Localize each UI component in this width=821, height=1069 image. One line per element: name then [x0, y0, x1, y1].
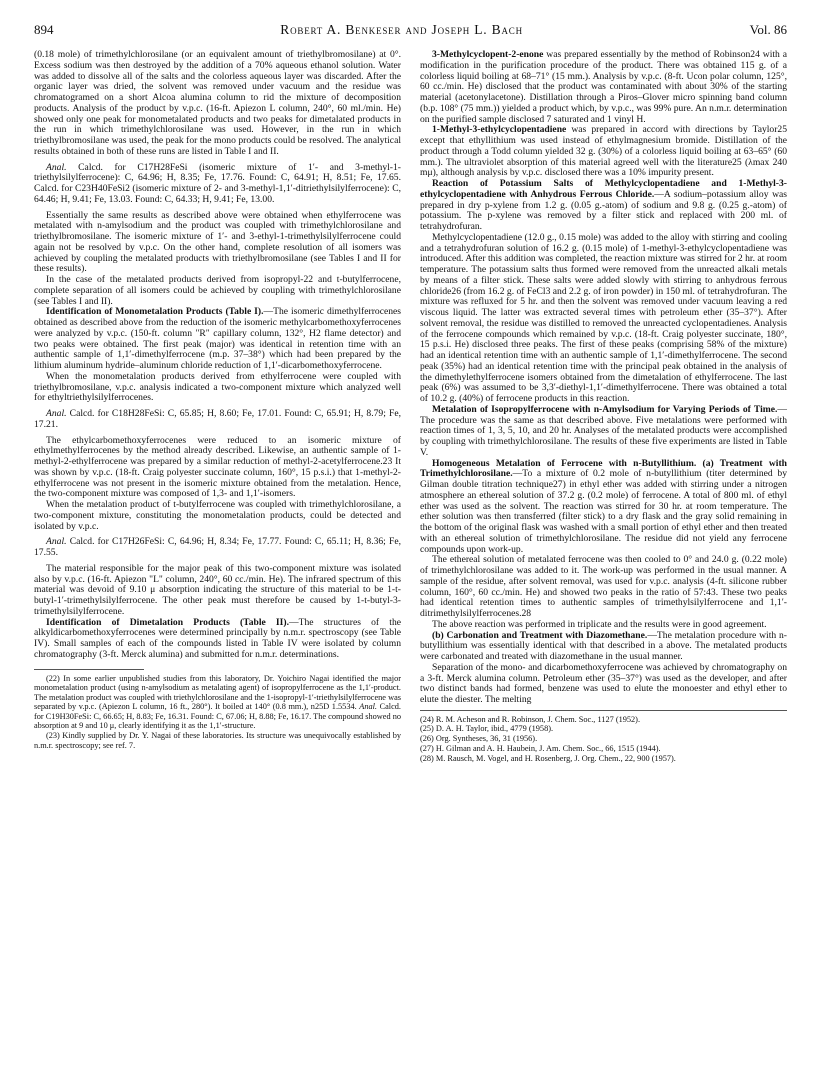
anal-label: Anal.: [46, 408, 67, 419]
section-heading: 1-Methyl-3-ethylcyclopentadiene: [432, 124, 567, 136]
paragraph: The ethereal solution of metalated ferrocene was then cooled to 0° and 24.0 g. (0.22 mole) of trimethylchlorosilane was added to it. The work-up was performed in the usual manner. A sample of the residue, after solvent removal, was used for v.p.c. analysis (4-ft. silicone rubber column, 160°, 60 cc./min. He) and showed two peaks in the ratio of 57:43. These two peaks had identical retention times to authentic samples of trimethylsilylferrocene and 1,1′-ditrimethylsilylferrocenes.28: [420, 554, 787, 619]
section-heading: Identification of Dimetalation Products (Table II).: [46, 616, 289, 628]
analysis-paragraph: [34, 409, 401, 431]
section-paragraph: [420, 405, 787, 459]
section-paragraph: [34, 618, 401, 661]
analysis-paragraph: [34, 163, 401, 206]
reference-27: (27) H. Gilman and A. H. Haubein, J. Am. Chem. Soc., 66, 1515 (1944).: [420, 743, 661, 753]
page-number: 894: [34, 22, 54, 37]
paragraph: When the monometalation products derived from ethylferrocene were coupled with triethylbromosilane, v.p.c. analysis indicated a two-component mixture which analyzed well for ethyltriethylsilylferrocenes.: [34, 370, 401, 404]
reference-24: (24) R. M. Acheson and R. Robinson, J. Chem. Soc., 1127 (1952).: [420, 714, 641, 724]
section-paragraph: [420, 459, 787, 556]
footnote-22: [34, 674, 401, 732]
right-column: [420, 50, 787, 763]
paragraph: Methylcyclopentadiene (12.0 g., 0.15 mole) was added to the alloy with stirring and cooling and a tetrahydrofuran solution of 16.2 g. (0.15 mole) of 1-methyl-3-ethylcyclopentadiene was introduced. After this addition was completed, the reaction mixture was stirred for 2 hr. at room temperature. The potassium salts thus formed were removed from the unreacted alkali metals by means of a filter stick. These salts were added slowly with stirring to anhydrous ferrous chloride26 (from 16.2 g. of FeCl3 and 2.2 g. of iron powder) in 150 ml. of tetrahydrofuran. The mixture was refluxed for 5 hr. and then the solvent was removed under vacuum leaving a red viscous liquid. The latter was extracted several times with petroleum ether (35–37°). After solvent removal, the residue was distilled to removed the unreacted cyclopentadienes. Analysis of the ferrocene compounds which remained by v.p.c. (18-ft. Craig polyester succinate, 180°, 15 p.s.i. He) disclosed three peaks. The first of these peaks (comprising 58% of the mixture) had an identical retention time with an authentic sample of 1,1′-dimethylferrocene. The second peak (35%) had an identical retention time with the principal peak obtained in the analysis of the dimethylethylferrocene isomers obtained from the dimetalation of ethylferrocene. The last peak (6%) was assumed to be 3,3′-diethyl-1,1′-dimethylferrocene. There was obtained a total of 10.2 g. (40%) of ferrocene products in this reaction.: [420, 231, 787, 404]
paragraph-text: was prepared essentially by the method of Robinson24 with a modification in the purification procedure of the product. There was obtained 115 g. of a colorless liquid boiling at 68–71° (15 mm.). Analysis by v.p.c. (8-ft. Ucon polar column, 125°, 60 cc./min. He) disclosed that the product was contaminated with about 30% of the starting material (acetonylacetone). Distillation through a Piros–Glover micro spinning band column (b.p. 108° (75 mm.)) yielded a product which, by v.p.c., was 99% pure. An n.m.r. determination on the purified sample disclosed 7 saturated and 1 vinyl H.: [420, 49, 787, 125]
section-paragraph: [34, 307, 401, 372]
running-header: [34, 22, 787, 46]
paragraph: (0.18 mole) of trimethylchlorosilane (or an equivalent amount of triethylbromosilane) at 0°. Excess sodium was then destroyed by the addition of a 70% aqueous ethanol solution. Water was added to dissolve all of the salts and the colorless aqueous layer was discarded. After the organic layer was dried, the solvent was removed under vacuum and the residue was chromatogramed on a short Alcoa alumina column to rid the mixture of decomposition products. Analysis of the product by v.p.c. (16-ft. Apiezon L column, 240°, 60 ml./min. He) showed only one peak for monometalated products and two peaks for dimetalated products in the run in which trimethylchlorosilane was used. However, in the run in which triethylbromosilane was used, the peak for the mono products could be resolved. The analytical results obtained in both of these runs are listed in Table I and II.: [34, 49, 401, 157]
analysis-text: Calcd. for C17H28FeSi (isomeric mixture of 1′- and 3-methyl-1-triethylsilylferrocene): C, 64.96; H, 8.35; Fe, 17.76. Found: C, 64.91; H, 8.51; Fe, 17.65. Calcd. for C23H40FeSi2 (isomeric mixture of 2- and 3-methyl-1,1′-ditriethylsilylferrocene): C, 64.46; H, 9.41; Fe, 13.03. Found: C, 64.33; H, 9.41; Fe, 13.00.: [34, 161, 401, 205]
footnote-23: (23) Kindly supplied by Dr. Y. Nagai of these laboratories. Its structure was unequivocally established by n.m.r. spectroscopy; see ref. 7.: [34, 731, 401, 750]
two-column-body: [34, 50, 787, 763]
section-heading: (b) Carbonation and Treatment with Diazomethane.: [432, 629, 648, 641]
section-heading: Identification of Monometalation Products (Table I).: [46, 306, 264, 318]
paragraph-text: —The structures of the alkyldicarbomethoxyferrocenes were determined principally by n.m.r. spectroscopy (see Table IV). Small samples of each of the compounds listed in Table IV were isolated by column chromatography (3-ft. Merck alumina) and submitted for n.m.r. determinations.: [34, 616, 402, 660]
section-paragraph: [420, 50, 787, 125]
paragraph: In the case of the metalated products derived from isopropyl-22 and t-butylferrocene, complete separation of all isomers could be achieved by coupling with trimethylchlorosilane (see Tables I and II).: [34, 274, 401, 307]
footnote-text: Calcd. for C19H30FeSi: C, 66.65; H, 8.83; Fe, 16.31. Found: C, 67.06; H, 8.88; Fe, 16.17. The compound showed no absorption at 9 and 10 μ, clearly identifying it as the 1,1′-structure.: [34, 702, 402, 731]
paragraph: Essentially the same results as described above were obtained when ethylferrocene was metalated with n-amylsodium and the product was coupled with trimethylchlorosilane and triethylbromosilane. The isomeric mixture of 1′- and 3-ethyl-1-trimethylsilylferrocene could again not be resolved by v.p.c. On the other hand, complete resolution of all isomers was achieved by coupling the metalated products with triethylbromosilane (see Tables I and II for these results).: [34, 209, 401, 275]
references: [420, 710, 787, 764]
paragraph: When the metalation product of t-butylferrocene was coupled with trimethylchlorosilane, a two-component mixture, constituting the monometalation products, could be detected and isolated by v.p.c.: [34, 499, 401, 532]
analysis-text: Calcd. for C17H26FeSi: C, 64.96; H, 8.34; Fe, 17.77. Found: C, 65.11; H, 8.36; Fe, 17.55.: [34, 536, 401, 558]
paragraph: The material responsible for the major peak of this two-component mixture was isolated also by v.p.c. (16-ft. Apiezon "L" column, 240°, 60 cc./min. He). The infrared spectrum of this material was devoid of 9.10 μ absorption indicating the structure of this material to be 1-t-butyl-1′-trimethylsilylferrocene. The other peak must therefore be caused by 1-t-butyl-3-trimethylsilylferrocene.: [34, 562, 401, 617]
paragraph: The above reaction was performed in triplicate and the results were in good agreement.: [432, 618, 767, 630]
section-heading: Homogeneous Metalation of Ferrocene with n-Butyllithium. (a) Treatment with Trimethylchlorosilane.: [420, 457, 787, 480]
anal-label: Anal.: [46, 536, 67, 548]
reference-28: (28) M. Rausch, M. Vogel, and H. Rosenberg, J. Org. Chem., 22, 900 (1957).: [420, 753, 676, 763]
footnote-text: (22) In some earlier unpublished studies from this laboratory, Dr. Yoichiro Nagai identified the major monometalation product (using n-amylsodium as metalating agent) of isopropylferrocene as the 1,1′-product. The metalation product was coupled with triethylchlorosilane and the 1-isopropyl-1′-triethylsilylferrocene was separated by v.p.c. (Apiezon L column, 16 ft., 280°). It boiled at 140° (0.8 mm.), n25D 1.5534.: [34, 673, 401, 712]
section-paragraph: [420, 125, 787, 179]
anal-label: Anal.: [46, 161, 67, 173]
section-heading: 3-Methylcyclopent-2-enone: [432, 49, 544, 60]
section-paragraph: [420, 631, 787, 663]
volume-number: Vol. 86: [749, 22, 787, 37]
paragraph: The ethylcarbomethoxyferrocenes were reduced to an isomeric mixture of ethylmethylferrocenes by the method already described. Likewise, an authentic sample of 1-methyl-2-ethylferrocene was prepared by a similar reduction of methyl-2-acetylferrocene.23 It was shown by v.p.c. (18-ft. Craig polyester succinate column, 160°, 15 p.s.i.) that 1-methyl-2-ethylferrocene was not present in the isomeric mixture obtained from the metalation. Hence, the two-component mixture was composed of 1,3- and 1,1′-isomers.: [34, 434, 401, 500]
analysis-paragraph: [34, 537, 401, 559]
paragraph-text: —The procedure was the same as that described above. Five metalations were performed with reaction times of 1, 3, 5, 10, and 20 hr. Analyses of the metalated products were accomplished by coupling with trimethylchlorosilane. The results of these five experiments are listed in Table V.: [420, 403, 787, 458]
section-paragraph: [420, 179, 787, 233]
anal-label: Anal.: [359, 702, 378, 712]
paragraph: Separation of the mono- and dicarbomethoxyferrocene was achieved by chromatography on a 3-ft. Merck alumina column. Petroleum ether (35–37°) was used as the developer, and after two distinct bands had formed, benzene was used to elute the monoester and ethyl ether to elute the diester. The melting: [420, 661, 787, 705]
paragraph-text: —The metalation procedure with n-butyllithium was essentially identical with that described in a above. The metalated products were carbonated and treated with diazomethane in the usual manner.: [420, 629, 787, 662]
footnote-divider: [34, 669, 144, 670]
reference-25: (25) D. A. H. Taylor, ibid., 4779 (1958).: [420, 724, 554, 734]
running-title-authors: Robert A. Benkeser and Joseph L. Bach: [280, 22, 523, 37]
section-heading: Metalation of Isopropylferrocene with n-Amylsodium for Varying Periods of Time.: [432, 403, 778, 415]
analysis-text: Calcd. for C18H28FeSi: C, 65.85; H, 8.60; Fe, 17.01. Found: C, 65.91; H, 8.79; Fe, 17.21.: [34, 408, 401, 430]
paragraph-text: —The isomeric dimethylferrocenes obtained as described above from the reduction of the isomeric methylcarbomethoxyferrocenes were analyzed by v.p.c. (150-ft. column "R" capillary column, 132°, H2 flame detector) and two peaks were obtained. The first peak (major) was identical in retention time with an authentic sample of 1,1′-dimethylferrocene (m.p. 37–38°) which had been prepared by the lithium aluminum hydride–aluminum chloride reduction of 1,1′-dicarbomethoxyferrocene.: [34, 306, 401, 371]
reference-26: (26) Org. Syntheses, 36, 31 (1956).: [420, 734, 538, 744]
left-column: [34, 50, 401, 763]
paragraph-text: —To a mixture of 0.2 mole of n-butyllithium (titer determined by Gilman double titration technique27) in ethyl ether was added with stirring under a nitrogen atmosphere an ethereal solution of 37.2 g. (0.2 mole) of ferrocene. A total of 800 ml. of ethyl ether was used as the solvent. The reaction was stirred for 30 hr. at room temperature. The ether solution was then transferred (filter stick) to a dry flask and the gray solid remaining in the bottom of the original flask was washed with a small portion of ethyl ether and then treated with an ethereal solution of trimethylchlorosilane. The residue did not yield any ferrocene compounds upon work-up.: [420, 468, 787, 555]
footnotes: [34, 674, 401, 751]
paragraph-text: was prepared in accord with directions by Taylor25 except that ethyllithium was used instead of ethylmagnesium bromide. Distillation of the product through a Todd column yielded 32 g. (30%) of a colorless liquid boiling at 63–65° (60 mm.). The ultraviolet absorption of this material agreed well with the literature25 (λmax 240 mμ), although analysis by v.p.c. disclosed there was a 10% impurity present.: [420, 124, 788, 179]
paragraph-text: —A sodium–potassium alloy was prepared in dry p-xylene from 1.2 g. (0.05 g.-atom) of sodium and 9.8 g. (0.25 g.-atom) of potassium. The p-xylene was removed by a filter stick and replaced with 200 ml. of tetrahydrofuran.: [420, 188, 788, 232]
section-heading: Reaction of Potassium Salts of Methylcyclopentadiene and 1-Methyl-3-ethylcyclopentadiene with Anhydrous Ferrous Chloride.: [420, 178, 787, 200]
